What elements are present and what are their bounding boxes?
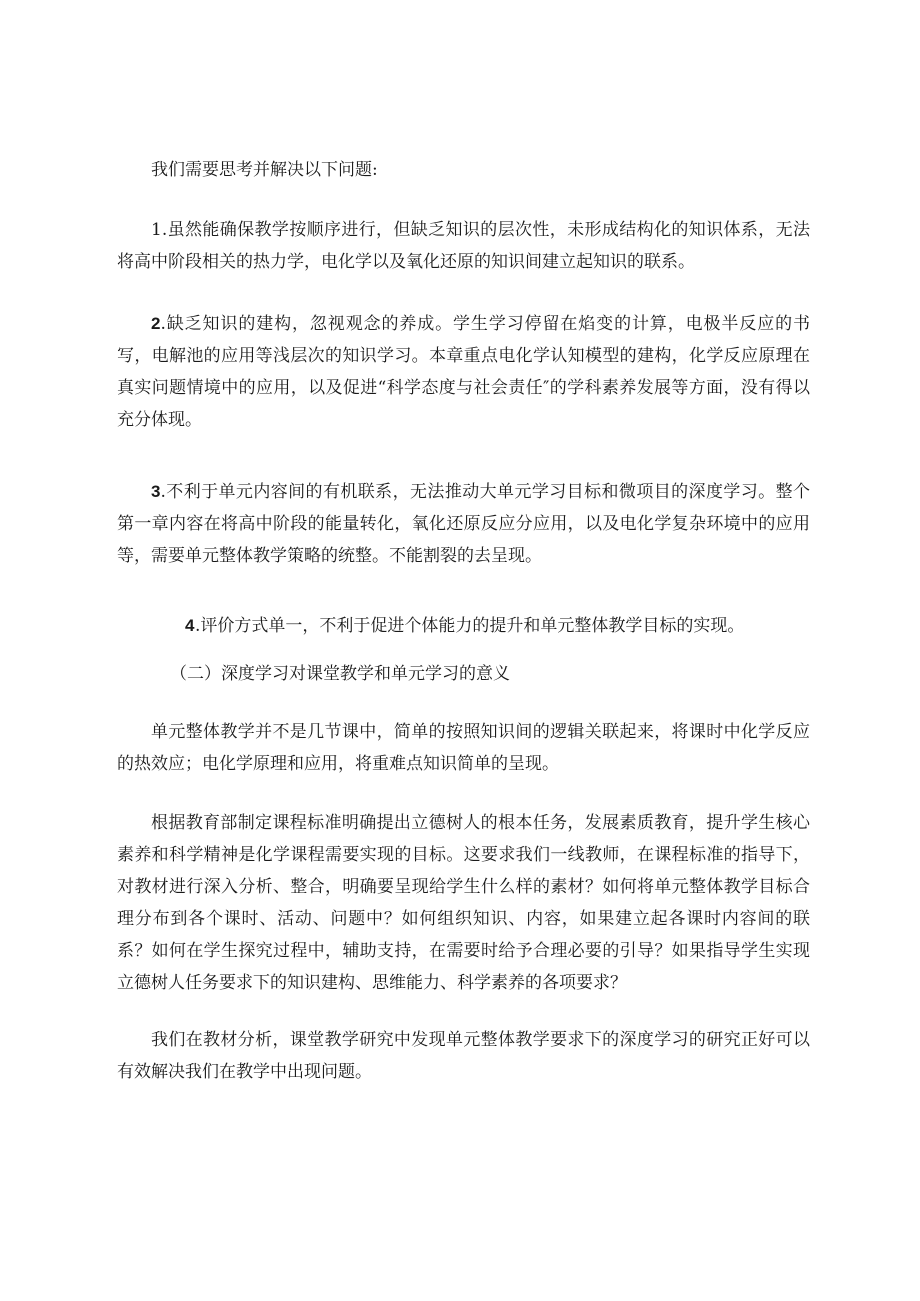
- body-paragraph-3: 我们在教材分析，课堂教学研究中发现单元整体教学要求下的深度学习的研究正好可以有效解决我们在教学中出现问题。: [117, 1030, 810, 1082]
- body-paragraph-2: 根据教育部制定课程标准明确提出立德树人的根本任务，发展素质教育，提升学生核心素养和科学精神是化学课程需要实现的目标。这要求我们一线教师，在课程标准的指导下，对教材进行深入分析、整合，明确要呈现给学生什么样的素材？如何将单元整体教学目标合理分布到各个课时、活动、问题中？如何组织知识、内容，如果建立起各课时内容间的联系？如何在学生探究过程中，辅助支持，在需要时给予合理必要的引导？如果指导学生实现立德树人任务要求下的知识建构、思维能力、科学素养的各项要求？: [117, 813, 810, 993]
- body-paragraph-1: 单元整体教学并不是几节课中，简单的按照知识间的逻辑关联起来，将课时中化学反应的热效应；电化学原理和应用，将重难点知识简单的呈现。: [117, 722, 810, 774]
- item-3-text: .不利于单元内容间的有机联系，无法推动大单元学习目标和微项目的深度学习。整个第一章内容在将高中阶段的能量转化，氧化还原反应分应用，以及电化学复杂环境中的应用等，需要单元整体教学策略的统整。不能割裂的去呈现。: [117, 482, 810, 566]
- item-2-number: 2: [151, 314, 161, 333]
- problem-item-3: [117, 476, 810, 572]
- intro-paragraph: 我们需要思考并解决以下问题:: [151, 160, 378, 180]
- problem-item-4: [117, 610, 810, 642]
- item-4-number: 4: [185, 616, 195, 635]
- item-4-text: .评价方式单一，不利于促进个体能力的提升和单元整体教学目标的实现。: [195, 616, 745, 636]
- problem-item-1: 1.虽然能确保教学按顺序进行，但缺乏知识的层次性，未形成结构化的知识体系，无法将高中阶段相关的热力学，电化学以及氧化还原的知识间建立起知识的联系。: [117, 220, 810, 272]
- item-2-text: .缺乏知识的建构，忽视观念的养成。学生学习停留在焰变的计算，电极半反应的书写，电解池的应用等浅层次的知识学习。本章重点电化学认知模型的建构，化学反应原理在真实问题情境中的应用，以及促进“科学态度与社会责任″的学科素养发展等方面，没有得以充分体现。: [117, 314, 810, 430]
- problem-item-2: [117, 308, 810, 436]
- item-3-number: 3: [151, 482, 161, 501]
- section-heading: （二）深度学习对课堂教学和单元学习的意义: [170, 664, 510, 684]
